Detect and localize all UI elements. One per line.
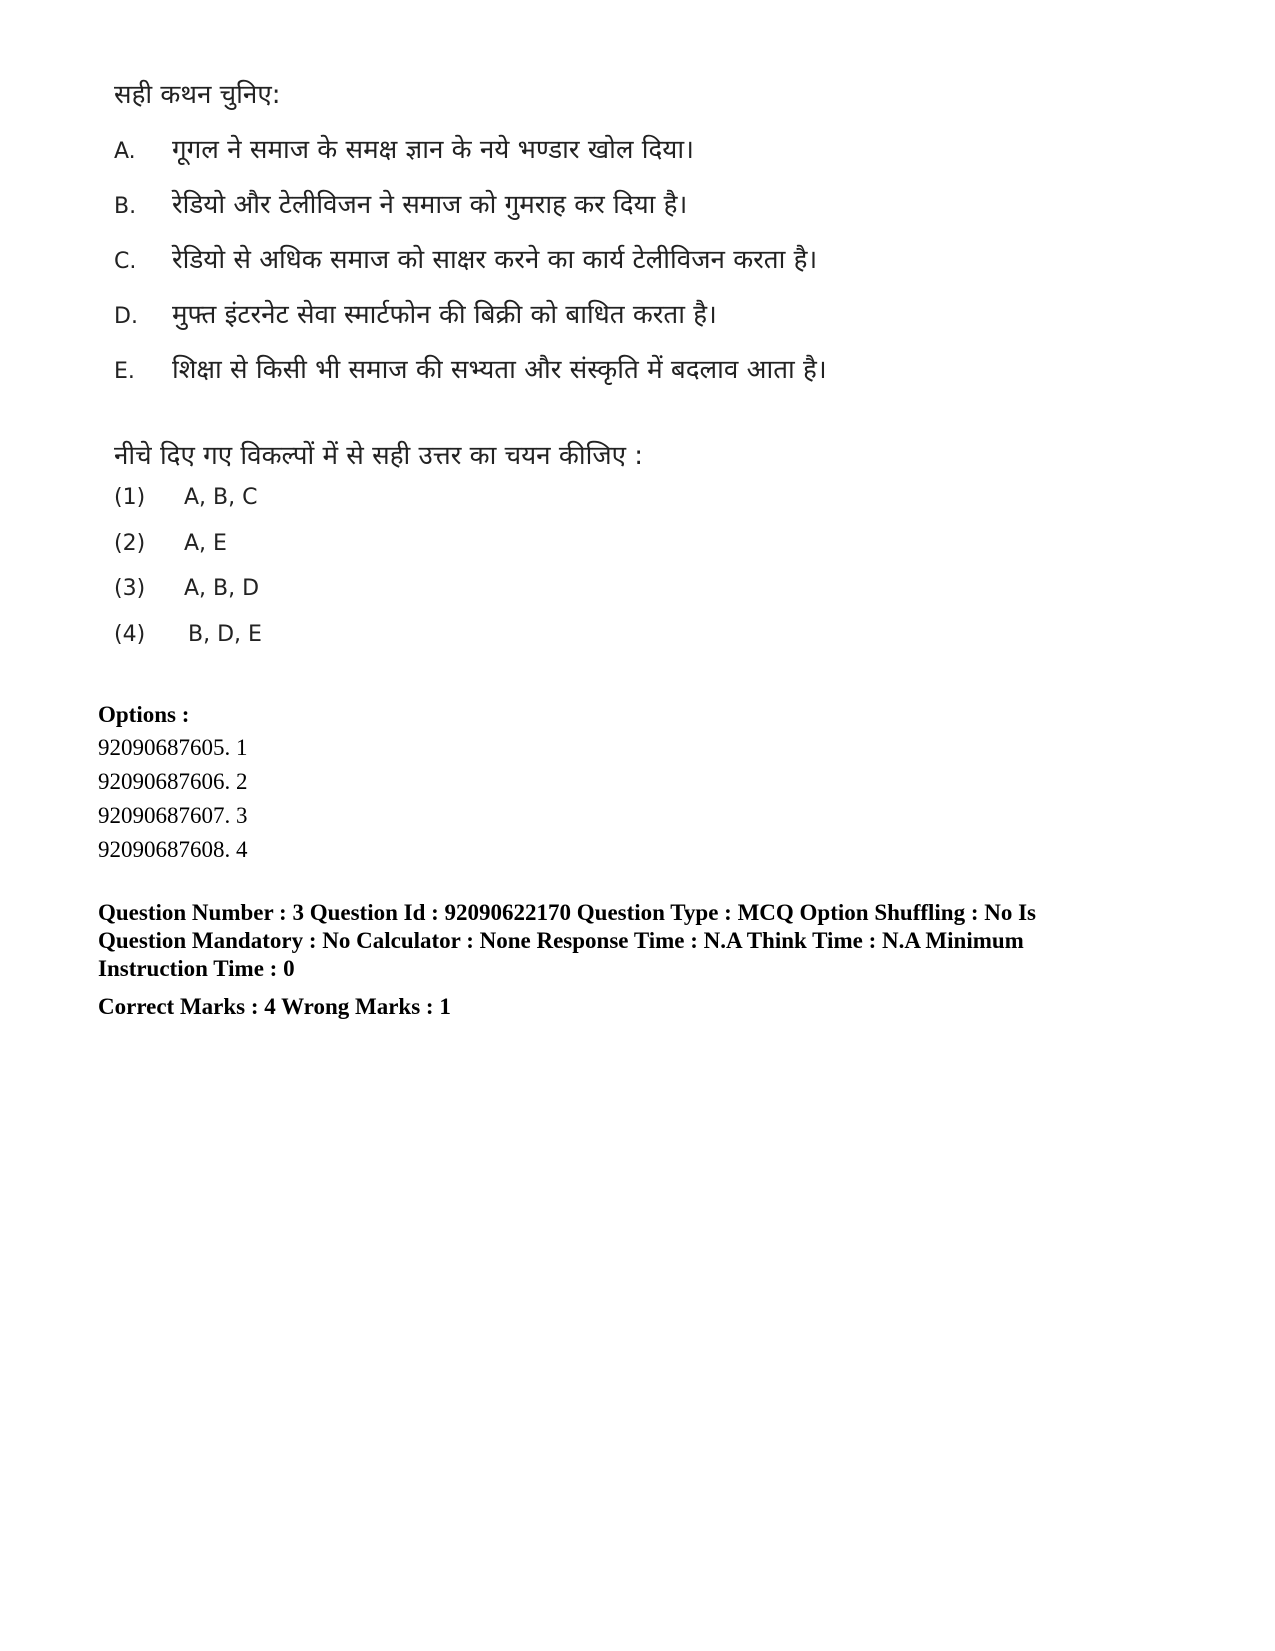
choice-1 — [114, 482, 414, 514]
statement-letter: E. — [114, 359, 135, 384]
choice-number: (1) — [114, 485, 146, 510]
choice-number: (2) — [114, 531, 146, 556]
statement-text: मुफ्त इंटरनेट सेवा स्मार्टफोन की बिक्री को बाधित करता है। — [172, 300, 717, 330]
choice-text: A, B, C — [184, 485, 258, 510]
option-item: 92090687606. 2 — [98, 769, 248, 794]
choice-text: A, E — [184, 531, 227, 556]
metadata-line: Question Number : 3 Question Id : 92090622170 Question Type : MCQ Option Shuffling : No Is — [98, 900, 1037, 925]
metadata-line: Question Mandatory : No Calculator : None Response Time : N.A Think Time : N.A Minimum — [98, 928, 1024, 953]
statement-c — [114, 242, 854, 278]
choice-4 — [114, 619, 414, 651]
choice-3 — [114, 573, 414, 605]
statement-e — [114, 352, 854, 388]
choice-text: B, D, E — [188, 622, 262, 647]
metadata-line: Instruction Time : 0 — [98, 956, 295, 981]
statement-letter: B. — [114, 194, 137, 219]
statement-text: गूगल ने समाज के समक्ष ज्ञान के नये भण्डार खोल दिया। — [172, 135, 694, 165]
statement-a — [114, 132, 854, 168]
statement-d — [114, 297, 854, 333]
option-item: 92090687605. 1 — [98, 735, 248, 760]
statement-text: शिक्षा से किसी भी समाज की सभ्यता और संस्कृति में बदलाव आता है। — [172, 355, 827, 385]
question-instruction: नीचे दिए गए विकल्पों में से सही उत्तर का चयन कीजिए : — [114, 441, 644, 471]
statement-letter: D. — [114, 304, 138, 329]
question-prompt: सही कथन चुनिए: — [114, 80, 281, 110]
choice-text: A, B, D — [184, 576, 260, 601]
option-item: 92090687608. 4 — [98, 837, 248, 862]
statement-letter: C. — [114, 249, 137, 274]
choice-number: (3) — [114, 576, 146, 601]
options-label: Options : — [98, 702, 190, 727]
statement-b — [114, 187, 854, 223]
marks-info: Correct Marks : 4 Wrong Marks : 1 — [98, 994, 451, 1019]
option-item: 92090687607. 3 — [98, 803, 248, 828]
statement-text: रेडियो और टेलीविजन ने समाज को गुमराह कर दिया है। — [172, 190, 688, 220]
statement-letter: A. — [114, 139, 136, 164]
statement-text: रेडियो से अधिक समाज को साक्षर करने का कार्य टेलीविजन करता है। — [172, 245, 818, 275]
question-metadata — [98, 899, 1128, 983]
choice-number: (4) — [114, 622, 146, 647]
question-image — [100, 70, 860, 690]
choice-2 — [114, 528, 414, 560]
